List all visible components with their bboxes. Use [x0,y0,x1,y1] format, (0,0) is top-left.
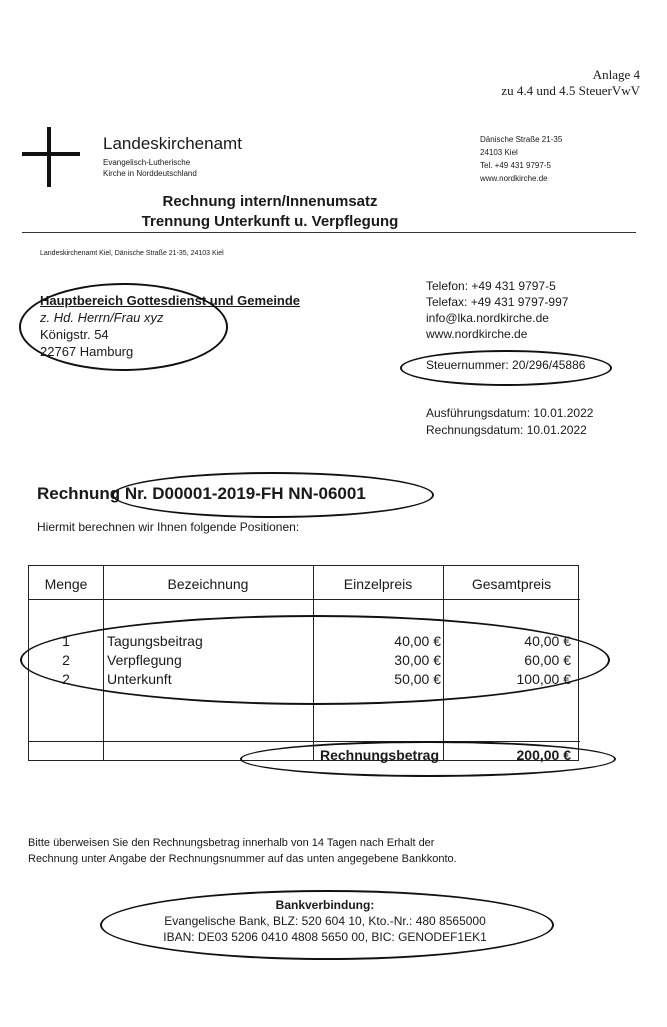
org-phone: Tel. +49 431 9797-5 [480,161,551,170]
org-address [480,133,562,185]
bank-line2: IBAN: DE03 5206 0410 4808 5650 00, BIC: GENODEF1EK1 [163,930,487,944]
invoice-date: Rechnungsdatum: 10.01.2022 [426,423,587,437]
doc-title [0,192,540,232]
contact-block [426,278,568,342]
execution-date: Ausführungsdatum: 10.01.2022 [426,406,594,420]
recipient-attn: z. Hd. Herrn/Frau xyz [40,310,164,325]
row2-unit: 30,00 € [394,652,441,668]
bank-block [100,897,550,945]
header-unit-price: Einzelpreis [343,576,413,592]
sum-value: 200,00 € [516,747,571,763]
invoice-number: Rechnung Nr. D00001-2019-FH NN-06001 [37,484,366,503]
cross-logo [22,127,80,187]
recipient-name: Hauptbereich Gottesdienst und Gemeinde [40,293,301,308]
sender-line: Landeskirchenamt Kiel, Dänische Straße 21-35, 24103 Kiel [40,250,224,257]
dates-block [426,405,593,439]
contact-phone: Telefon: +49 431 9797-5 [426,279,556,293]
row3-unit: 50,00 € [394,671,441,687]
header-qty: Menge [44,576,88,592]
row1-unit: 40,00 € [394,633,441,649]
bank-title: Bankverbindung: [275,898,375,912]
annex-line2: zu 4.4 und 4.5 SteuerVwV [501,83,640,98]
row3-desc: Unterkunft [107,671,172,687]
header-divider [22,232,636,233]
sum-label: Rechnungsbetrag [319,747,439,763]
payment-note [28,835,457,867]
org-web: www.nordkirche.de [480,174,548,183]
row3-total: 100,00 € [516,671,571,687]
row2-desc: Verpflegung [107,652,182,668]
intro-text: Hiermit berechnen wir Ihnen folgende Positionen: [37,520,300,534]
row2-total: 60,00 € [524,652,571,668]
recipient-street: Königstr. 54 [40,327,109,342]
payment-note-line1: Bitte überweisen Sie den Rechnungsbetrag innerhalb von 14 Tagen nach Erhalt der [28,837,435,849]
contact-email: info@lka.nordkirche.de [426,311,549,325]
org-street: Dänische Straße 21-35 [480,135,563,144]
payment-note-line2: Rechnung unter Angabe der Rechnungsnummer auf das unten angegebene Bankkonto. [28,853,457,865]
positions-table [28,565,579,761]
contact-fax: Telefax: +49 431 9797-997 [426,295,569,309]
row2-qty: 2 [62,652,70,668]
row1-qty: 1 [62,633,70,649]
header-desc: Bezeichnung [167,576,249,592]
org-city: 24103 Kiel [480,148,518,157]
annex-line1: Anlage 4 [592,67,640,82]
org-sub1: Evangelisch-Lutherische [103,158,191,167]
tax-number: Steuernummer: 20/296/45886 [426,358,586,372]
org-name: Landeskirchenamt [103,134,242,153]
header-total-price: Gesamtpreis [471,576,552,592]
annex-label [501,67,640,99]
bank-line1: Evangelische Bank, BLZ: 520 604 10, Kto.-Nr.: 480 8565000 [164,914,486,928]
row3-qty: 2 [62,671,70,687]
row1-total: 40,00 € [524,633,571,649]
contact-web: www.nordkirche.de [426,327,528,341]
doc-title-line2: Trennung Unterkunft u. Verpflegung [141,213,399,230]
recipient-block [40,292,300,360]
doc-title-line1: Rechnung intern/Innenumsatz [162,193,378,210]
row1-desc: Tagungsbeitrag [107,633,203,649]
org-sub2: Kirche in Norddeutschland [103,169,197,178]
recipient-city: 22767 Hamburg [40,344,134,359]
